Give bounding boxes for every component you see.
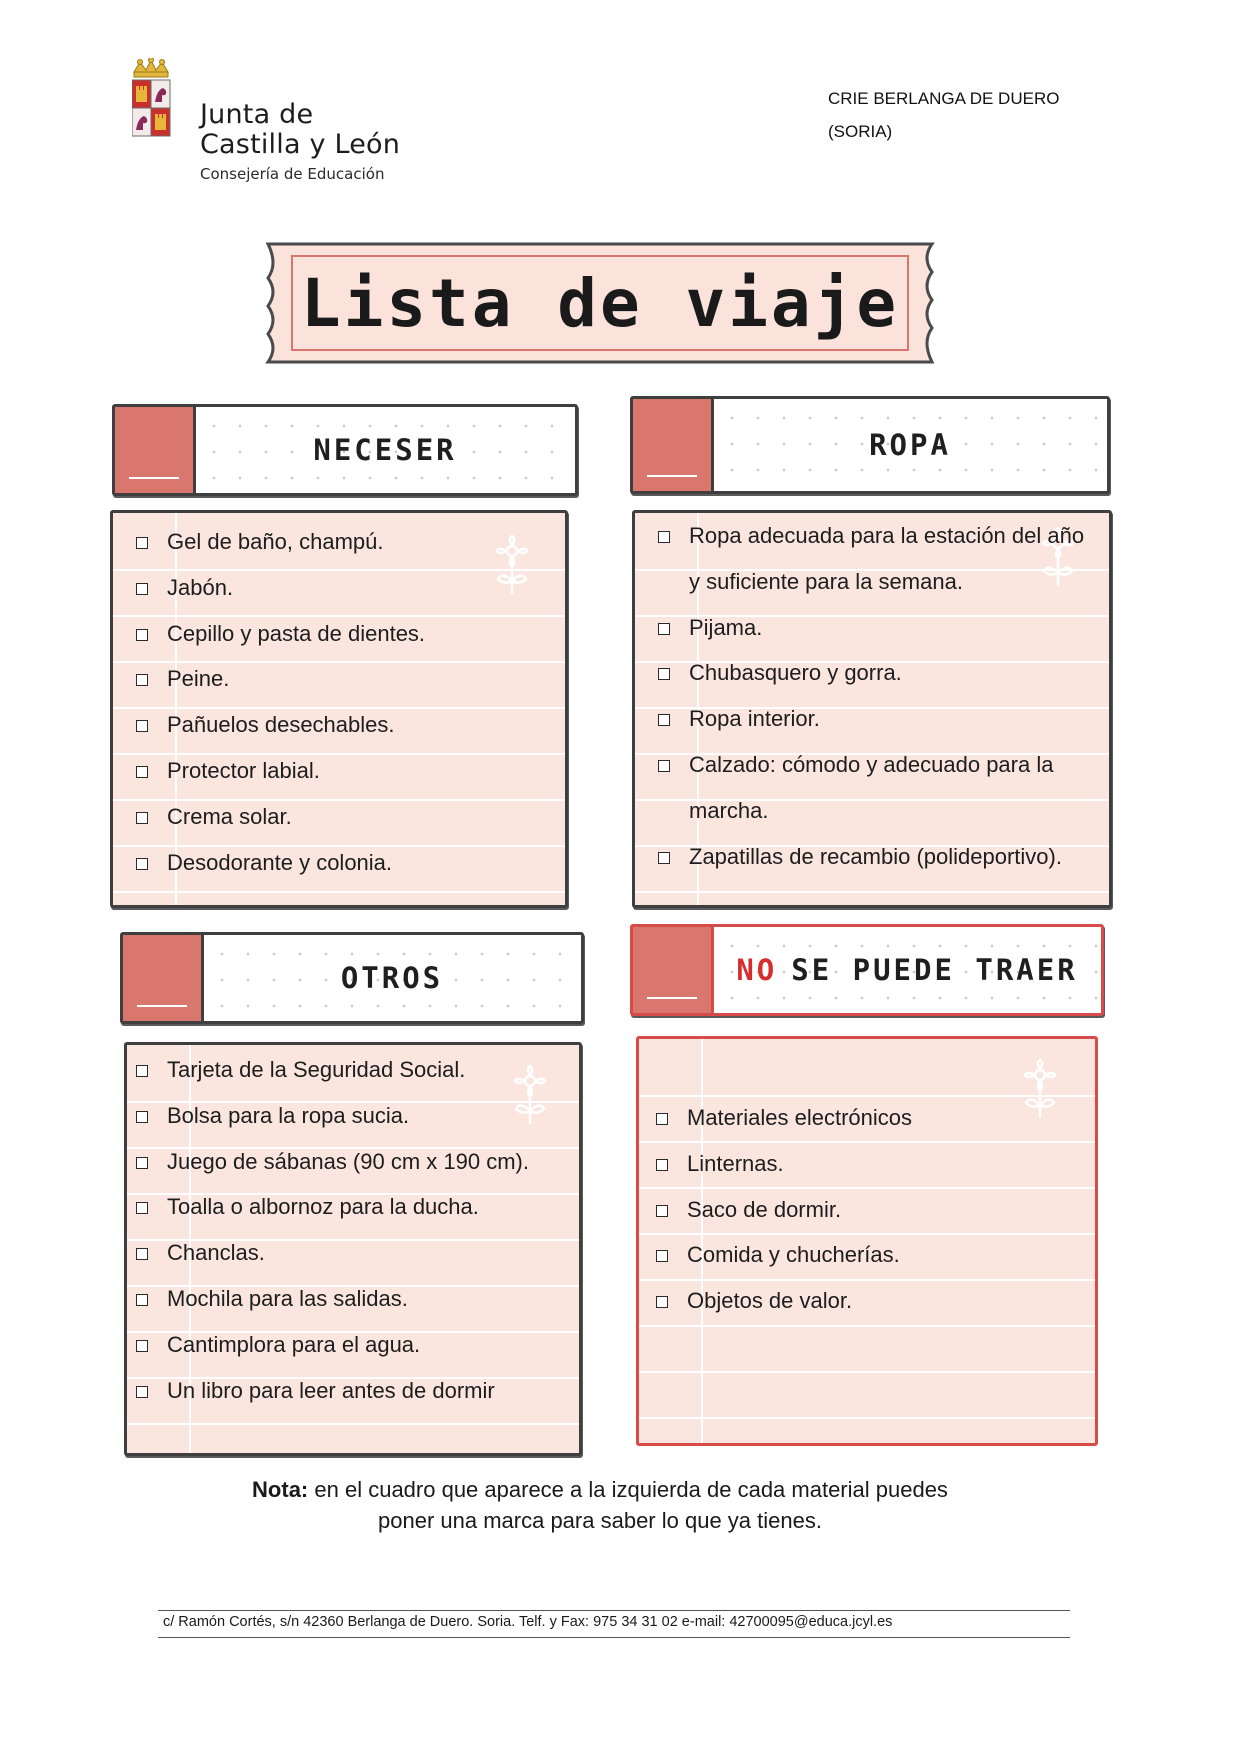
checklist-item[interactable]: Zapatillas de recambio (polideportivo). <box>655 834 1101 880</box>
checklist-item[interactable]: Ropa interior. <box>655 696 1101 742</box>
checklist-item[interactable]: Pañuelos desechables. <box>133 702 557 748</box>
note-text-line1: en el cuadro que aparece a la izquierda de cada material puedes <box>314 1477 948 1502</box>
logo-wordmark: Junta de Castilla y León <box>200 99 401 160</box>
checklist-item[interactable]: Crema solar. <box>133 794 557 840</box>
checklist-item[interactable]: Pijama. <box>655 605 1101 651</box>
footer-address: c/ Ramón Cortés, s/n 42360 Berlanga de Duero. Soria. Telf. y Fax: 975 34 31 02 e-mail: 42700095@educa.jcyl.es <box>163 1614 893 1630</box>
checklist-item[interactable]: Comida y chucherías. <box>653 1232 1087 1278</box>
section-header-neceser <box>112 404 578 496</box>
checklist-item[interactable]: Un libro para leer antes de dormir <box>133 1368 571 1414</box>
school-name: CRIE BERLANGA DE DUERO (SORIA) <box>828 89 1060 141</box>
checklist-item[interactable]: Calzado: cómodo y adecuado para la marcha. <box>655 742 1101 834</box>
note-label: Nota: <box>252 1477 309 1502</box>
checklist-item[interactable]: Toalla o albornoz para la ducha. <box>133 1184 571 1230</box>
card-no-traer <box>636 1036 1098 1446</box>
section-header-no-traer <box>630 924 1104 1016</box>
section-color-swatch <box>633 399 714 491</box>
page-title: Lista de viaje <box>300 264 900 342</box>
checklist-item[interactable]: Materiales electrónicos <box>653 1095 1087 1141</box>
section-header-otros <box>120 932 584 1024</box>
section-color-swatch <box>115 407 196 493</box>
checklist-otros <box>133 1047 571 1413</box>
section-title: ROPA <box>869 428 951 462</box>
negation-word: NO <box>736 953 778 987</box>
checklist-item[interactable]: Peine. <box>133 656 557 702</box>
checklist-item[interactable]: Chanclas. <box>133 1230 571 1276</box>
checklist-item[interactable]: Bolsa para la ropa sucia. <box>133 1093 571 1139</box>
section-color-swatch <box>123 935 204 1021</box>
checklist-item[interactable]: Cantimplora para el agua. <box>133 1322 571 1368</box>
card-neceser <box>110 510 568 908</box>
section-color-swatch <box>633 927 714 1013</box>
section-title-rest: SE PUEDE TRAER <box>791 953 1078 987</box>
checklist-ropa <box>655 513 1101 879</box>
card-ropa <box>632 510 1112 908</box>
checklist-no-traer <box>653 1095 1087 1324</box>
checklist-neceser <box>133 519 557 885</box>
checklist-item[interactable]: Mochila para las salidas. <box>133 1276 571 1322</box>
checklist-item[interactable]: Desodorante y colonia. <box>133 840 557 886</box>
footer-divider <box>158 1637 1070 1638</box>
section-title: OTROS <box>340 961 444 995</box>
footer-divider <box>158 1610 1070 1611</box>
logo-subtitle: Consejería de Educación <box>200 165 385 183</box>
checklist-item[interactable]: Linternas. <box>653 1141 1087 1187</box>
checklist-item[interactable]: Tarjeta de la Seguridad Social. <box>133 1047 571 1093</box>
checklist-item[interactable]: Chubasquero y gorra. <box>655 650 1101 696</box>
checklist-item[interactable]: Juego de sábanas (90 cm x 190 cm). <box>133 1139 571 1185</box>
checklist-item[interactable]: Jabón. <box>133 565 557 611</box>
section-header-ropa <box>630 396 1110 494</box>
checklist-item[interactable]: Objetos de valor. <box>653 1278 1087 1324</box>
checklist-item[interactable]: Ropa adecuada para la estación del año y suficiente para la semana. <box>655 513 1101 605</box>
note <box>180 1474 1020 1536</box>
checklist-item[interactable]: Protector labial. <box>133 748 557 794</box>
checklist-item[interactable]: Cepillo y pasta de dientes. <box>133 611 557 657</box>
checklist-item[interactable]: Saco de dormir. <box>653 1187 1087 1233</box>
checklist-item[interactable]: Gel de baño, champú. <box>133 519 557 565</box>
section-title: NECESER <box>313 433 457 467</box>
section-title <box>713 927 1101 1013</box>
note-text-line2: poner una marca para saber lo que ya tienes. <box>378 1508 822 1533</box>
card-otros <box>124 1042 582 1456</box>
